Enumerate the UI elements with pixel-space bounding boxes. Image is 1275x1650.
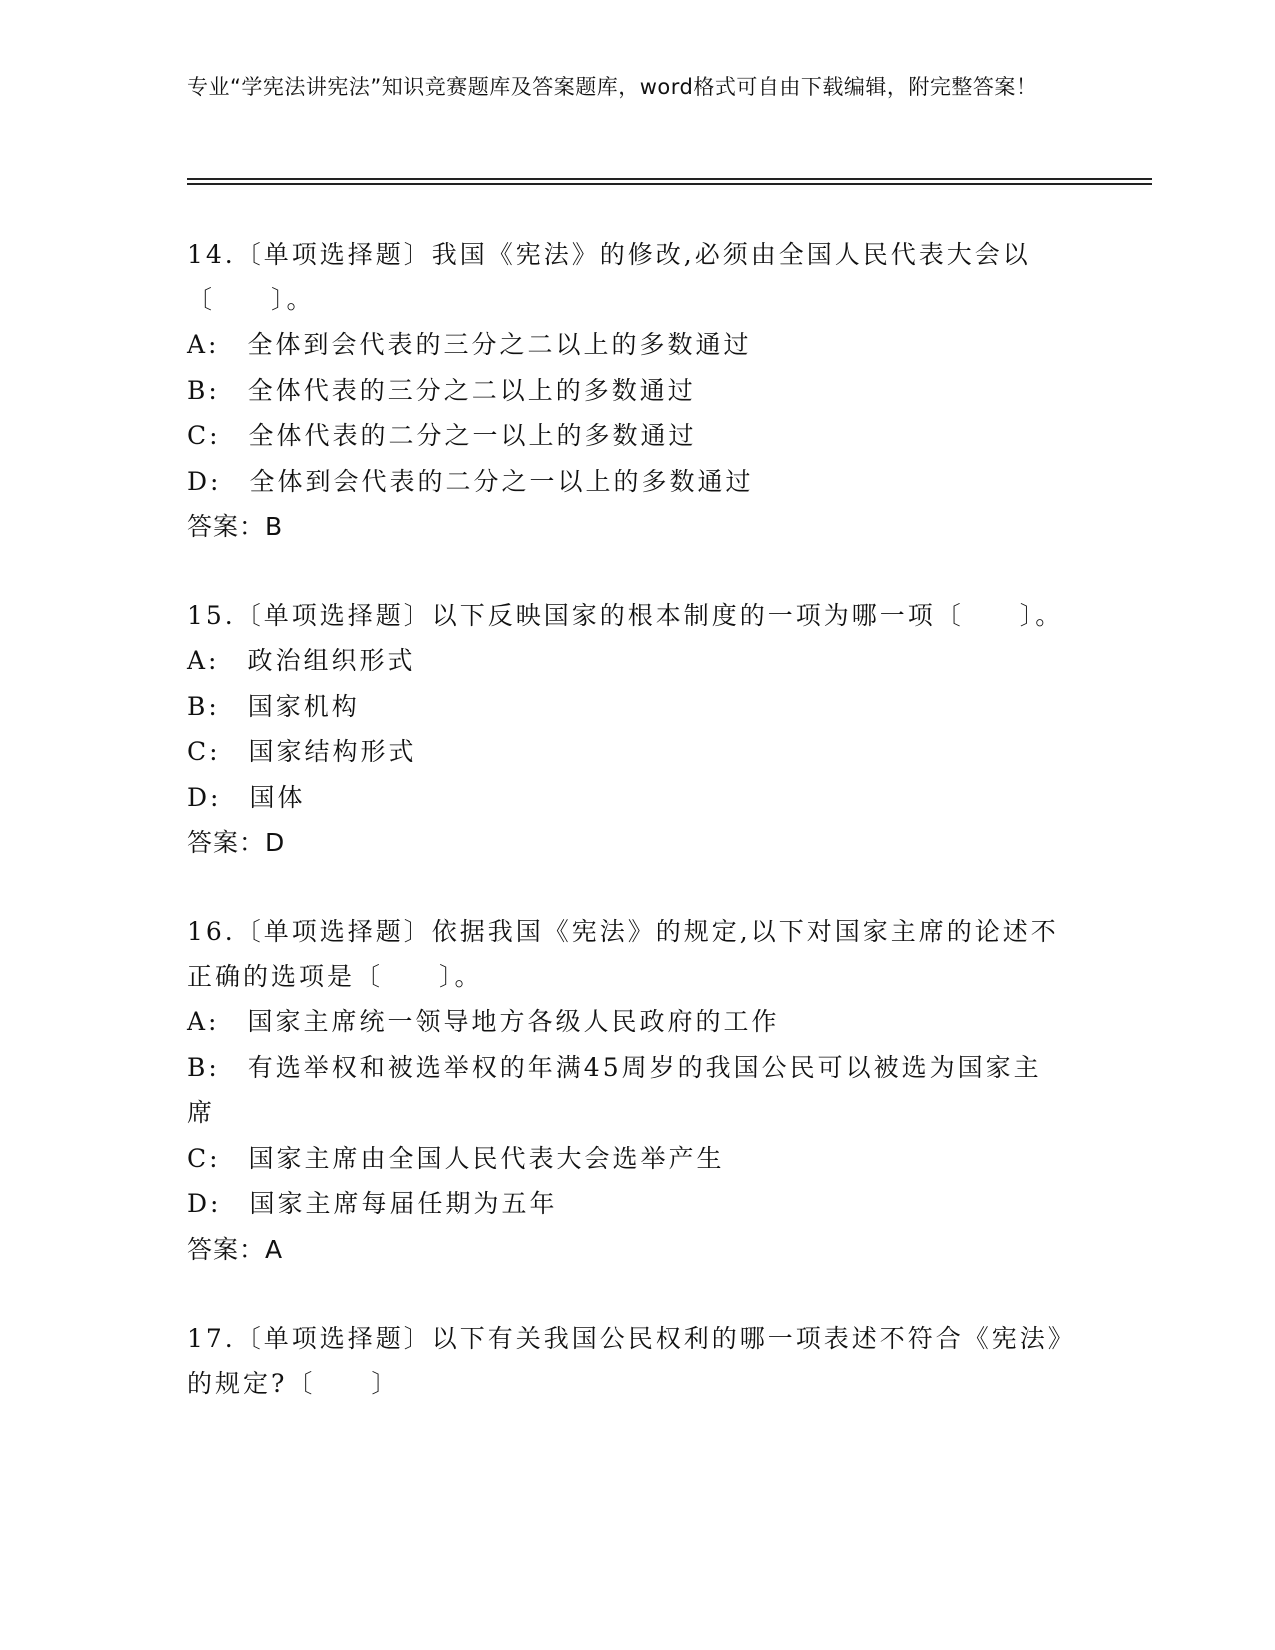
header-divider-top [187,178,1152,180]
option-a: A: 政治组织形式 [187,646,416,675]
option-c: C: 国家结构形式 [187,737,417,766]
option-b: B: 国家机构 [187,691,360,721]
option-c: C: 全体代表的二分之一以上的多数通过 [187,421,697,450]
question-17 [187,1316,1067,1406]
answer: 答案：A [187,1234,284,1264]
option-b: B: 有选举权和被选举权的年满45周岁的我国公民可以被选为国家主席 [187,1052,1042,1127]
answer: 答案：D [187,828,286,857]
answer: 答案：B [187,512,284,541]
header-divider-bottom [187,183,1152,185]
option-a: A: 国家主席统一领导地方各级人民政府的工作 [187,1007,780,1036]
option-d: D: 全体到会代表的二分之一以上的多数通过 [187,466,754,496]
question-stem: 17.〔单项选择题〕以下有关我国公民权利的哪一项表述不符合《宪法》的规定?〔 〕 [187,1323,1064,1398]
question-list [187,232,1067,1450]
question-stem: 14.〔单项选择题〕我国《宪法》的修改,必须由全国人民代表大会以〔 〕。 [187,240,1031,314]
question-stem: 15.〔单项选择题〕以下反映国家的根本制度的一项为哪一项〔 〕。 [187,601,1064,630]
question-14 [187,232,1067,549]
option-c: C: 国家主席由全国人民代表大会选举产生 [187,1143,725,1173]
option-d: D: 国家主席每届任期为五年 [187,1189,558,1218]
question-16 [187,909,1067,1272]
option-a: A: 全体到会代表的三分之二以上的多数通过 [187,330,752,359]
option-b: B: 全体代表的三分之二以上的多数通过 [187,375,696,405]
question-15 [187,593,1067,865]
option-d: D: 国体 [187,782,306,812]
question-stem: 16.〔单项选择题〕依据我国《宪法》的规定,以下对国家主席的论述不正确的选项是〔 〕。 [187,917,1059,991]
document-header: 专业“学宪法讲宪法”知识竞赛题库及答案题库，word格式可自由下载编辑，附完整答案！ [187,75,1038,99]
